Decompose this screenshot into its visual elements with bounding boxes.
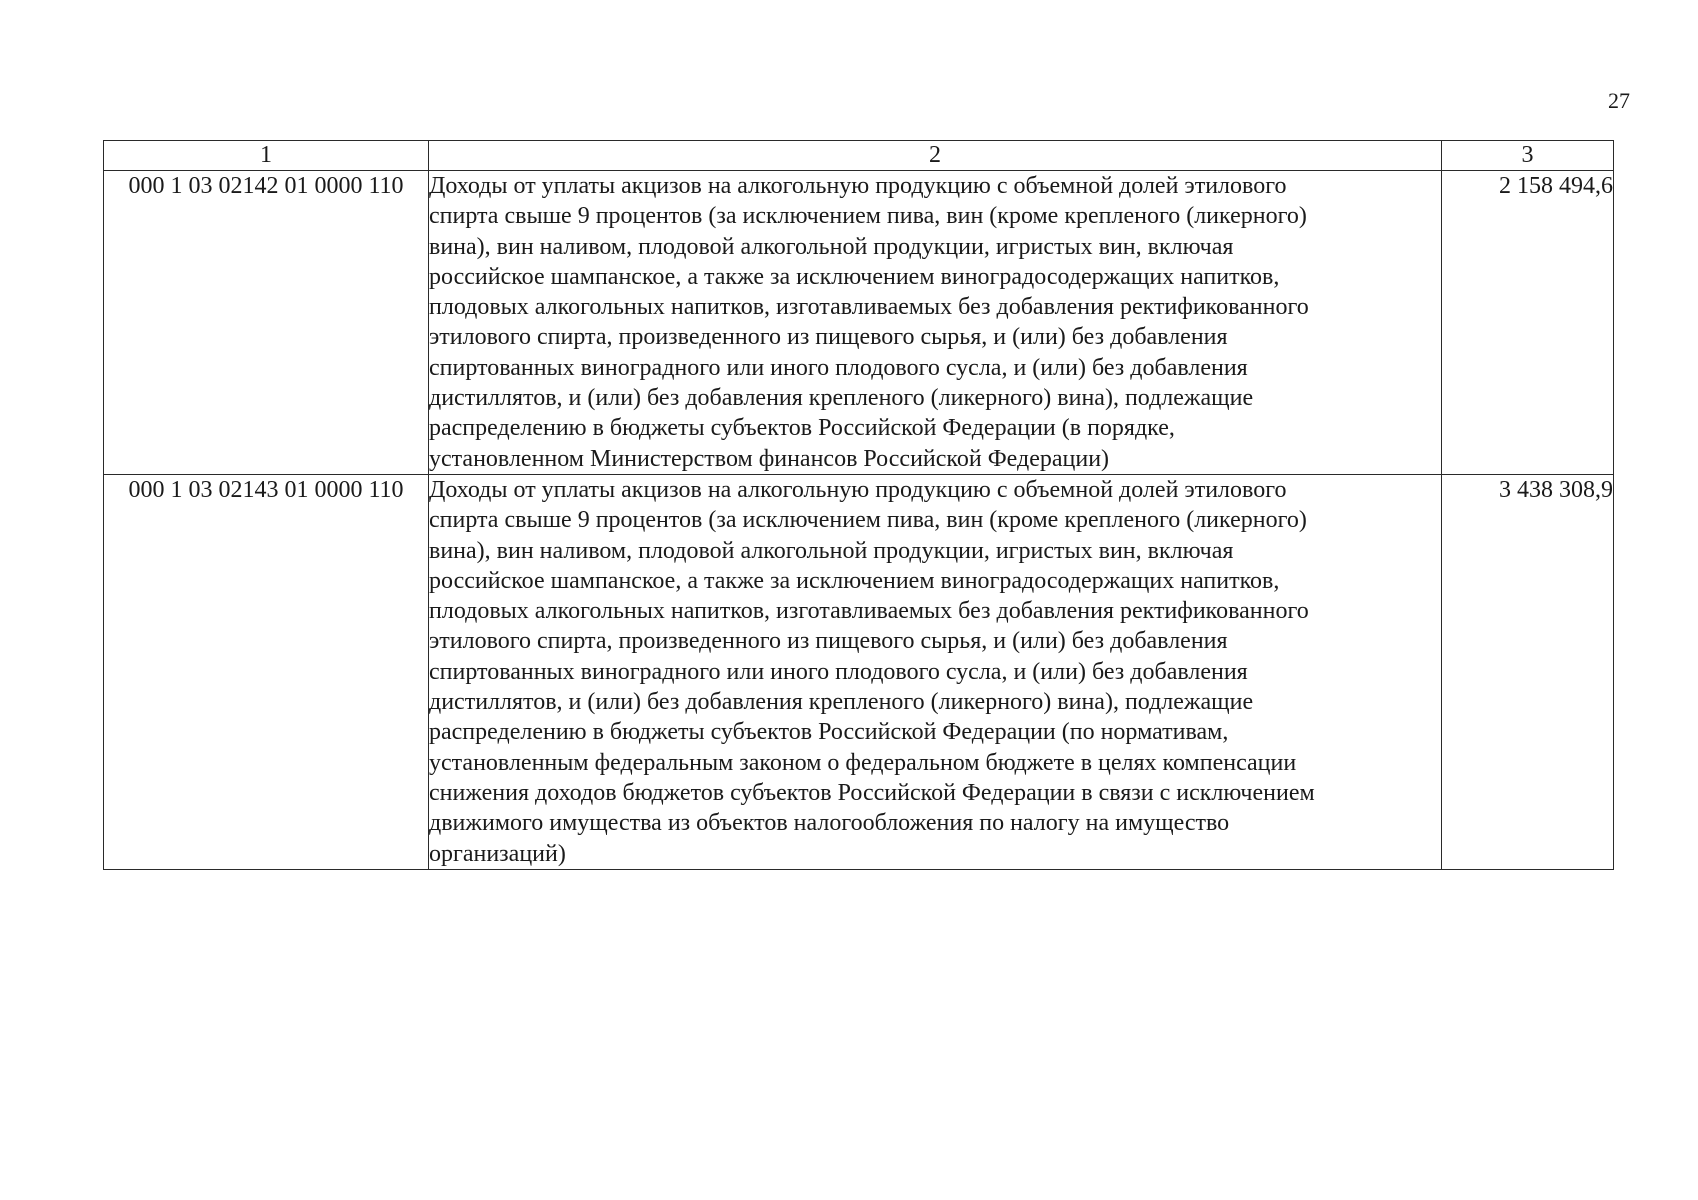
- table-header: [104, 141, 1614, 171]
- description-line: спиртованных виноградного или иного плодового сусла, и (или) без добавления: [429, 354, 1248, 381]
- revenue-description: [429, 171, 1442, 475]
- description-line: вина), вин наливом, плодовой алкогольной продукции, игристых вин, включая: [429, 537, 1234, 564]
- description-line: спирта свыше 9 процентов (за исключением пива, вин (кроме крепленого (ликерного): [429, 203, 1307, 230]
- description-line: организаций): [429, 840, 566, 867]
- description-line: этилового спирта, произведенного из пищевого сырья, и (или) без добавления: [429, 628, 1228, 655]
- table-row: [104, 171, 1614, 475]
- description-line: вина), вин наливом, плодовой алкогольной продукции, игристых вин, включая: [429, 233, 1234, 260]
- description-line: плодовых алкогольных напитков, изготавливаемых без добавления ректификованного: [429, 598, 1309, 625]
- header-col-2: 2: [429, 141, 1442, 171]
- description-line: плодовых алкогольных напитков, изготавливаемых без добавления ректификованного: [429, 294, 1309, 321]
- description-line: распределению в бюджеты субъектов Российской Федерации (по нормативам,: [429, 719, 1229, 746]
- header-col-3: 3: [1442, 141, 1614, 171]
- description-line: спирта свыше 9 процентов (за исключением пива, вин (кроме крепленого (ликерного): [429, 507, 1307, 534]
- budget-code: 000 1 03 02142 01 0000 110: [104, 171, 429, 475]
- description-line: Доходы от уплаты акцизов на алкогольную продукцию с объемной долей этилового: [429, 476, 1287, 503]
- description-line: дистиллятов, и (или) без добавления крепленого (ликерного) вина), подлежащие: [429, 385, 1254, 412]
- description-line: дистиллятов, и (или) без добавления крепленого (ликерного) вина), подлежащие: [429, 689, 1254, 716]
- description-line: российское шампанское, а также за исключением виноградосодержащих напитков,: [429, 567, 1280, 594]
- description-line: спиртованных виноградного или иного плодового сусла, и (или) без добавления: [429, 658, 1248, 685]
- page-number: 27: [1608, 88, 1630, 113]
- description-line: распределению в бюджеты субъектов Российской Федерации (в порядке,: [429, 415, 1175, 442]
- description-line: установленным федеральным законом о федеральном бюджете в целях компенсации: [429, 749, 1297, 776]
- description-line: российское шампанское, а также за исключением виноградосодержащих напитков,: [429, 263, 1280, 290]
- amount-value: 2 158 494,6: [1442, 171, 1614, 475]
- table-row: [104, 474, 1614, 869]
- header-row: [104, 141, 1614, 171]
- description-line: Доходы от уплаты акцизов на алкогольную продукцию с объемной долей этилового: [429, 173, 1287, 199]
- table-body: [104, 171, 1614, 870]
- description-line: этилового спирта, произведенного из пищевого сырья, и (или) без добавления: [429, 324, 1228, 351]
- budget-code: 000 1 03 02143 01 0000 110: [104, 474, 429, 869]
- revenue-description: [429, 474, 1442, 869]
- amount-value: 3 438 308,9: [1442, 474, 1614, 869]
- description-line: снижения доходов бюджетов субъектов Российской Федерации в связи с исключением: [429, 779, 1315, 806]
- header-col-1: 1: [104, 141, 429, 171]
- description-line: движимого имущества из объектов налогообложения по налогу на имущество: [429, 810, 1230, 837]
- description-line: установленном Министерством финансов Российской Федерации): [429, 445, 1110, 472]
- revenue-table: [103, 140, 1614, 870]
